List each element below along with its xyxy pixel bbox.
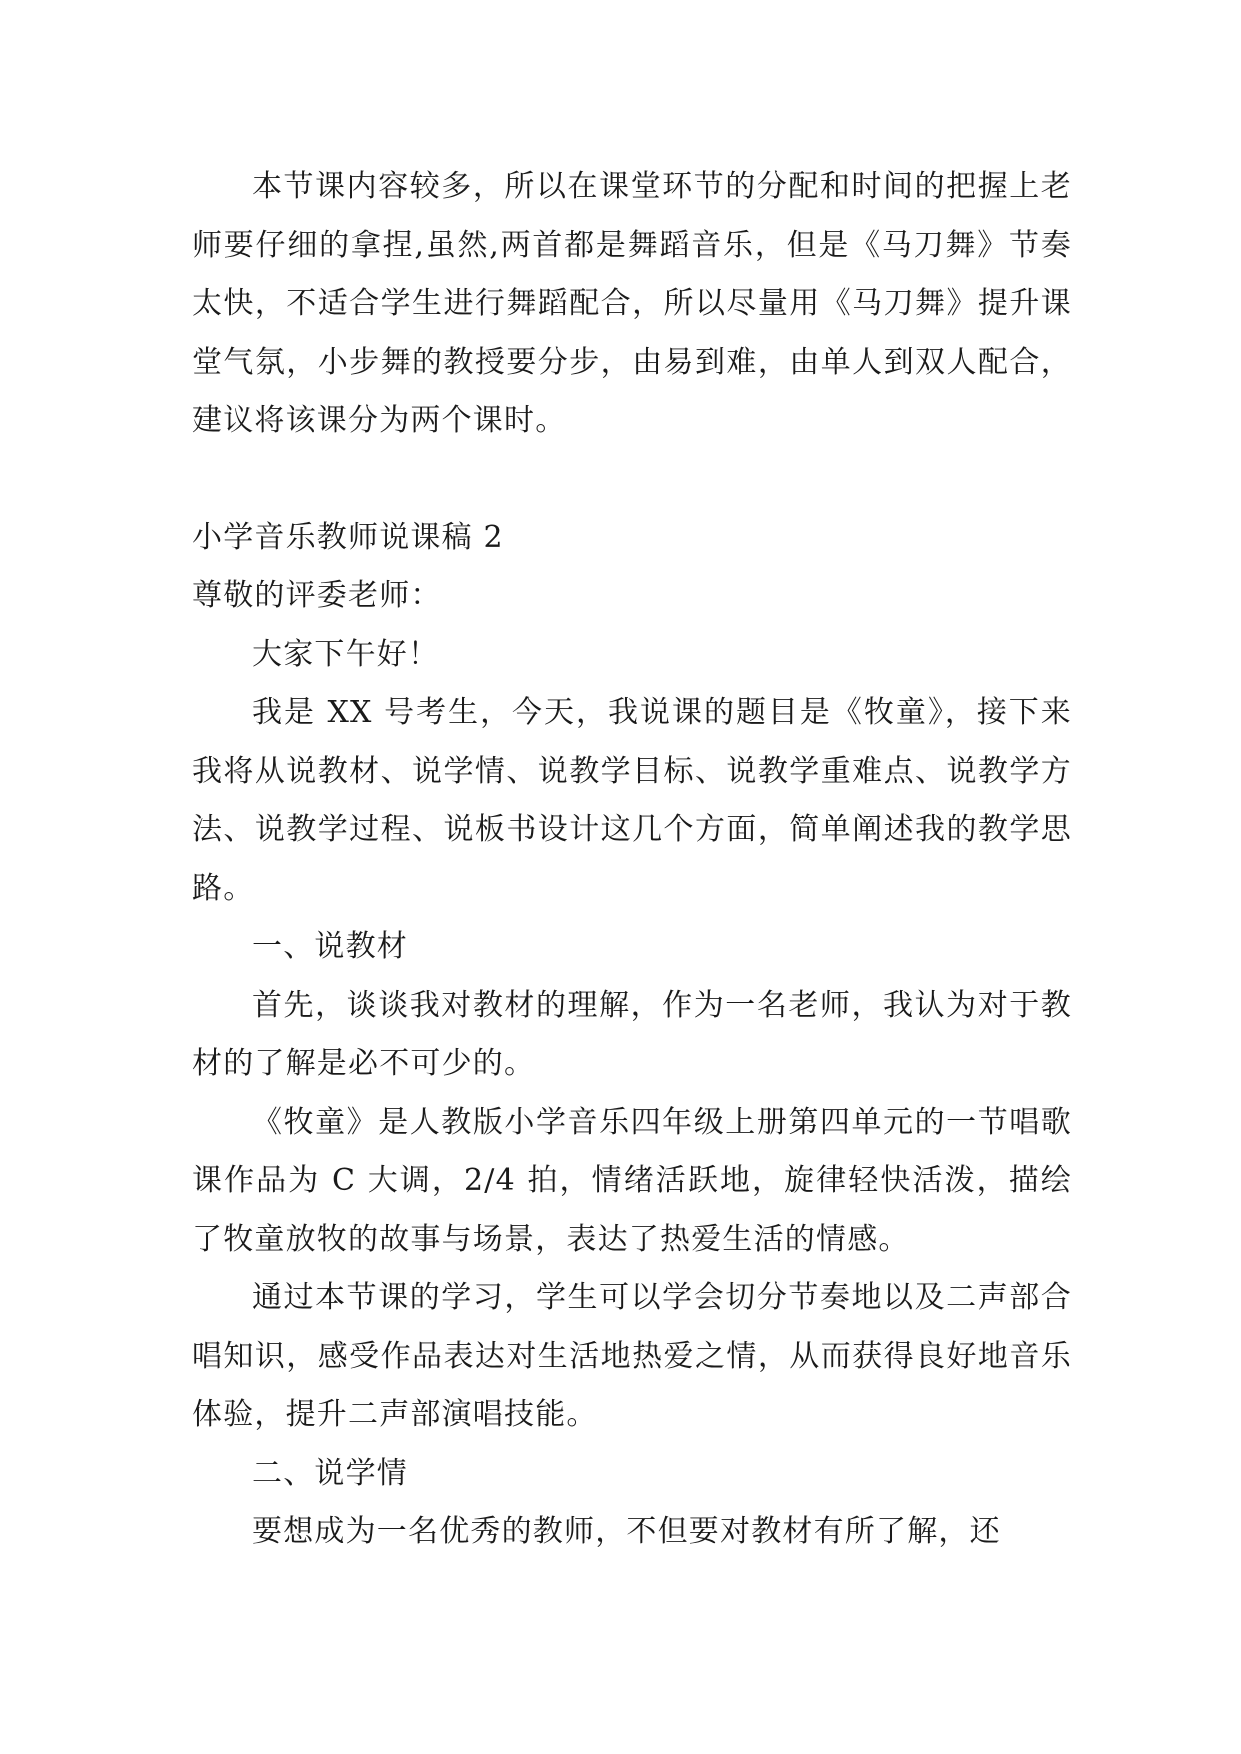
paragraph-intro: 我是 XX 号考生，今天，我说课的题目是《牧童》，接下来我将从说教材、说学情、说教学目标、说教学重难点、说教学方法、说教学过程、说板书设计这几个方面，简单阐述我的教学思路。 [192,695,1072,906]
greeting: 大家下午好！ [252,636,440,672]
paragraph-student-situation: 要想成为一名优秀的教师，不但要对教材有所了解，还 [252,1514,1001,1549]
spacer [192,451,1072,509]
section-heading-student-situation: 二、说学情 [252,1455,408,1491]
paragraph-summary: 本节课内容较多，所以在课堂环节的分配和时间的把握上老师要仔细的拿捏,虽然,两首都是舞蹈音乐，但是《马刀舞》节奏太快，不适合学生进行舞蹈配合，所以尽量用《马刀舞》提升课堂气氛，小步舞的教授要分步，由易到难，由单人到双人配合，建议将该课分为两个课时。 [192,169,1072,438]
paragraph-textbook-description: 《牧童》是人教版小学音乐四年级上册第四单元的一节唱歌课作品为 C 大调，2/4 拍，情绪活跃地，旋律轻快活泼，描绘了牧童放牧的故事与场景，表达了热爱生活的情感。 [192,1104,1072,1257]
document-page [192,158,1072,1562]
paragraph-textbook-understanding: 首先，谈谈我对教材的理解，作为一名老师，我认为对于教材的了解是必不可少的。 [192,987,1072,1081]
document-title: 小学音乐教师说课稿 2 [192,519,504,555]
paragraph-learning-outcomes: 通过本节课的学习，学生可以学会切分节奏地以及二声部合唱知识，感受作品表达对生活地热爱之情，从而获得良好地音乐体验，提升二声部演唱技能。 [192,1280,1072,1432]
salutation: 尊敬的评委老师： [192,578,442,613]
section-heading-textbook: 一、说教材 [252,929,408,964]
